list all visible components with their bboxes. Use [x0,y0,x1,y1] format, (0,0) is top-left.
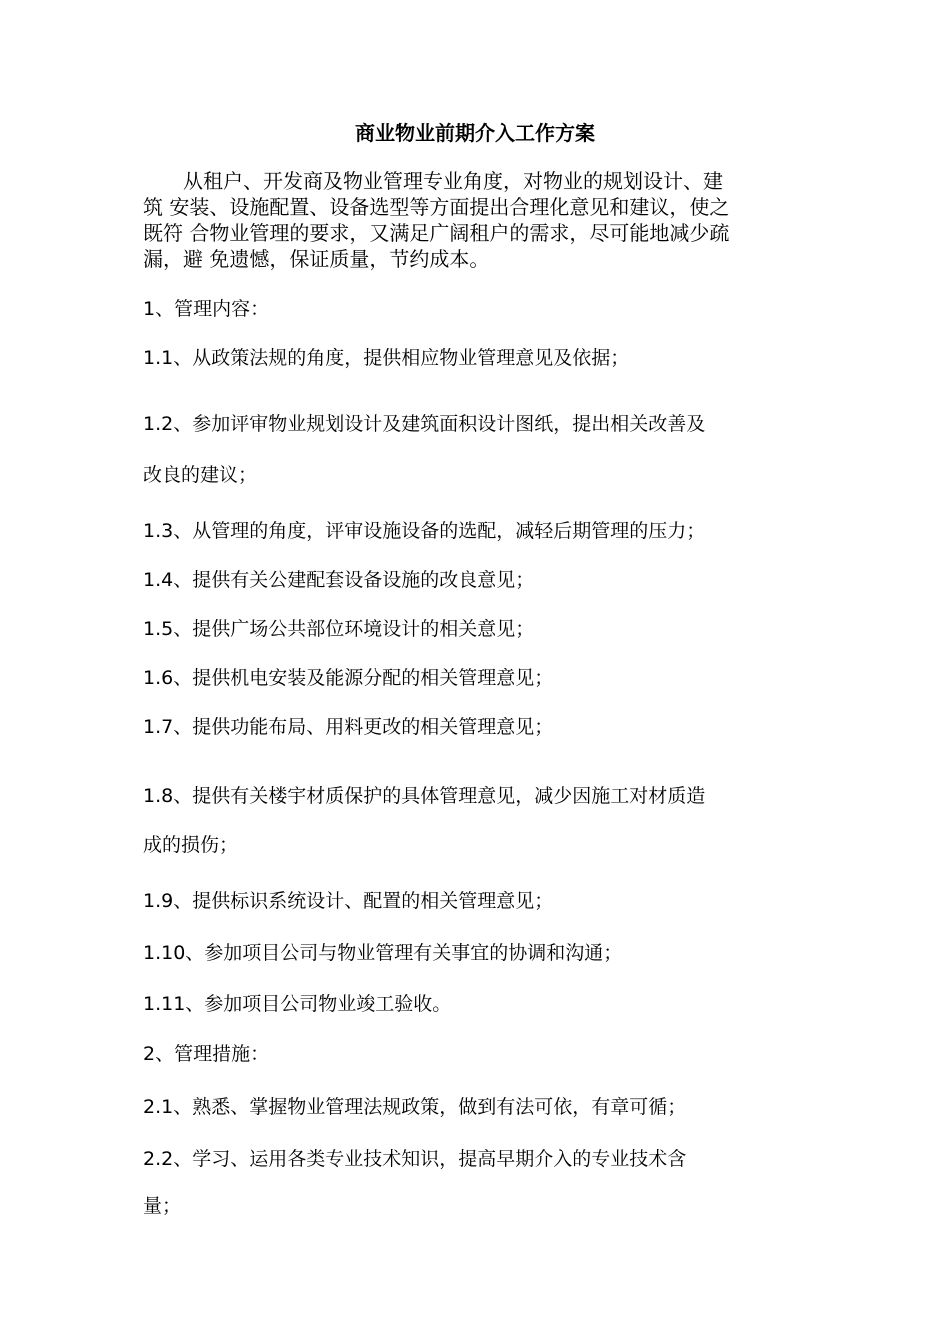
text-line: 1.1、从政策法规的角度，提供相应物业管理意见及依据； [143,347,630,369]
section-heading-management-measures: 2、管理措施： [143,1043,270,1065]
text-line: 1.6、提供机电安装及能源分配的相关管理意见； [143,667,554,689]
text-line: 1.5、提供广场公共部位环境设计的相关意见； [143,618,535,640]
text-line: 1.2、参加评审物业规划设计及建筑面积设计图纸，提出相关改善及 [143,413,706,435]
intro-line: 从租户、开发商及物业管理专业角度，对物业的规划设计、建 [143,169,723,193]
intro-line: 筑 安装、设施配置、设备选型等方面提出合理化意见和建议，使之 [143,195,730,219]
text-line: 1.7、提供功能布局、用料更改的相关管理意见； [143,716,554,738]
document-title: 商业物业前期介入工作方案 [355,121,595,145]
text-line: 量； [143,1195,182,1217]
text-line: 改良的建议； [143,464,258,486]
text-line: 1.3、从管理的角度，评审设施设备的选配，减轻后期管理的压力； [143,520,706,542]
section-heading-management-content: 1、管理内容： [143,298,270,320]
text-line: 1.8、提供有关楼宇材质保护的具体管理意见，减少因施工对材质造 [143,785,706,807]
text-line: 1.4、提供有关公建配套设备设施的改良意见； [143,569,535,591]
intro-line: 漏，避 免遗憾，保证质量，节约成本。 [143,247,490,271]
intro-paragraph [143,168,729,272]
text-line: 2.2、学习、运用各类专业技术知识，提高早期介入的专业技术含 [143,1148,687,1170]
text-line: 2.1、熟悉、掌握物业管理法规政策，做到有法可依，有章可循； [143,1096,687,1118]
text-line: 1.11、参加项目公司物业竣工验收。 [143,993,452,1015]
intro-line: 既符 合物业管理的要求，又满足广阔租户的需求，尽可能地减少疏 [143,221,730,245]
text-line: 1.10、参加项目公司与物业管理有关事宜的协调和沟通； [143,942,623,964]
text-line: 1.9、提供标识系统设计、配置的相关管理意见； [143,890,554,912]
text-line: 成的损伤； [143,834,239,856]
